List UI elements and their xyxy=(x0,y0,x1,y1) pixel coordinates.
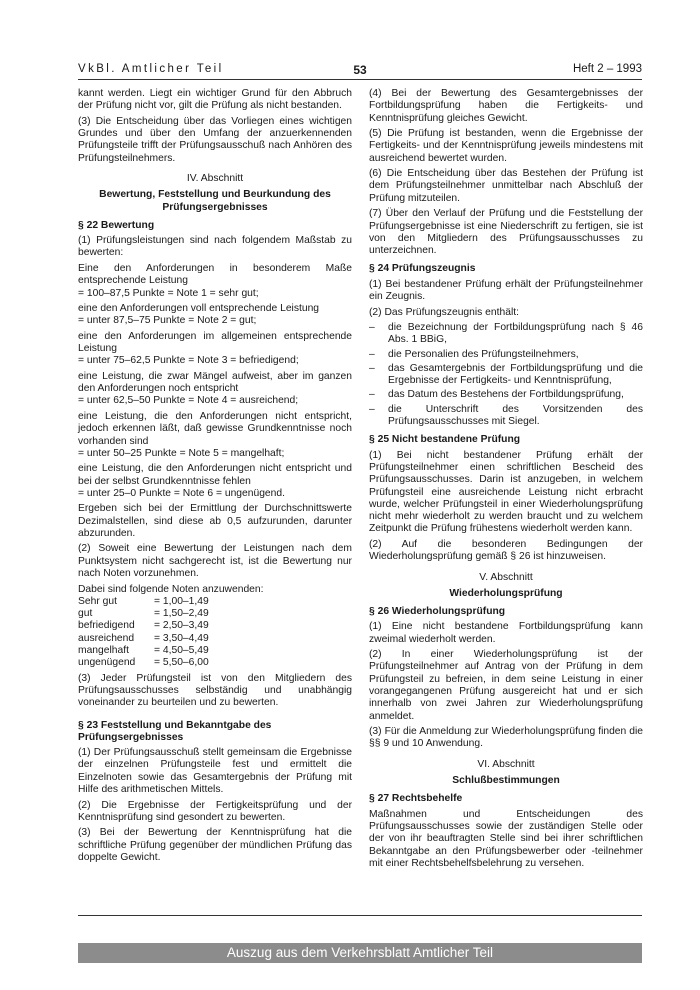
grade-name: gut xyxy=(78,608,93,620)
paragraph-heading: § 25 Nicht bestandene Prüfung xyxy=(369,434,521,446)
list-item: – das Datum des Bestehens der Fortbildungsprüfung, xyxy=(369,389,643,401)
grade-row xyxy=(78,608,352,620)
paragraph: (1) Bei bestandener Prüfung erhält der Prüfungsteilnehmer ein Zeugnis. xyxy=(369,278,643,303)
paragraph: (2) Das Prüfungszeugnis enthält: xyxy=(369,306,519,318)
grade-row xyxy=(78,620,352,632)
grade-row xyxy=(78,596,352,608)
paragraph: (1) Prüfungsleistungen sind nach folgendem Maßstab zu bewerten: xyxy=(78,235,352,259)
paragraph: (2) Die Ergebnisse der Fertigkeitsprüfung und der Kenntnisprüfung sind gesondert zu bewerten. xyxy=(78,799,352,823)
paragraph: eine Leistung, die den Anforderungen nicht entspricht und bei der selbst Grundkenntnisse fehlen xyxy=(78,463,352,487)
grade-formula: = unter 87,5–75 Punkte = Note 2 = gut; xyxy=(78,315,257,327)
paragraph-heading: § 26 Wiederholungsprüfung xyxy=(369,606,506,618)
grade-name: ausreichend xyxy=(78,632,135,644)
header-rule xyxy=(78,79,642,80)
paragraph: Ergeben sich bei der Ermittlung der Durchschnittswerte Dezimalstellen, sind diese ab 0,5 aufzurunden, darunter abzurunden. xyxy=(78,503,352,539)
section-title: Schlußbestimmungen xyxy=(452,775,560,787)
paragraph: (1) Bei nicht bestandener Prüfung erhält der Prüfungsteilnehmer einen schriftlichen Bescheid des Prüfungsausschusses. Darin ist anzugeben, in welchem Prüfungsteil eine ausreichende Leistung nicht erbracht wurde, welcher Prüfungsteil in einer Wiederholungsprüfung nicht mehr wiederholt zu werden braucht und zu welchem Zeitpunkt die Prüfung frühestens wiederholt werden kann. xyxy=(369,449,643,535)
grade-range: = 1,50–2,49 xyxy=(154,608,209,620)
list-item: – das Gesamtergebnis der Fortbildungsprüfung und die Ergebnisse der Fertigkeits- und Kenntnisprüfung, xyxy=(369,363,643,388)
section-title: Wiederholungsprüfung xyxy=(449,587,563,599)
grade-name: Sehr gut xyxy=(78,595,117,607)
journal-title: VkBl. Amtlicher Teil xyxy=(78,63,224,75)
grade-row xyxy=(78,645,352,657)
grade-range: = 2,50–3,49 xyxy=(154,620,209,632)
paragraph: (3) Jeder Prüfungsteil ist von den Mitgliedern des Prüfungsausschusses selbständig und unabhängig voneinander zu beurteilen und zu bewerten. xyxy=(78,672,352,709)
paragraph: (1) Eine nicht bestandene Fortbildungsprüfung kann zweimal wiederholt werden. xyxy=(369,621,643,645)
grade-formula: = unter 50–25 Punkte = Note 5 = mangelhaft; xyxy=(78,447,285,459)
paragraph-heading: § 22 Bewertung xyxy=(78,219,155,231)
paragraph: (1) Der Prüfungsausschuß stellt gemeinsam die Ergebnisse der einzelnen Prüfungsteile fest und ermittelt die Einzelnoten sowie das Gesamtergebnis der Prüfung mit Hilfe des arithmetischen Mittels. xyxy=(78,747,352,796)
footer-rule xyxy=(78,915,642,916)
grade-formula: = unter 25–0 Punkte = Note 6 = ungenügend. xyxy=(78,487,285,499)
paragraph: (3) Bei der Bewertung der Kenntnisprüfung hat die schriftliche Prüfung gegenüber der mündlichen Prüfung das doppelte Gewicht. xyxy=(78,827,352,863)
grade-range: = 5,50–6,00 xyxy=(154,657,209,669)
grade-row xyxy=(78,633,352,645)
footer-banner: Auszug aus dem Verkehrsblatt Amtlicher Teil xyxy=(78,943,642,963)
paragraph: Maßnahmen und Entscheidungen des Prüfungsausschusses sowie der zuständigen Stelle oder der von ihr beauftragten Stelle sind bei ihrer schriftlichen Bekanntgabe an den Prüfungsbewerber oder -teilnehmer mit einer Rechtsbehelfsbelehrung zu versehen. xyxy=(369,808,643,869)
grade-formula: = 100–87,5 Punkte = Note 1 = sehr gut; xyxy=(78,287,259,299)
grade-range: = 4,50–5,49 xyxy=(154,645,209,657)
paragraph: (4) Bei der Bewertung des Gesamtergebnisses der Fortbildungsprüfung haben die Fertigkeits- und Kenntnisprüfung gleiches Gewicht. xyxy=(369,88,643,124)
paragraph-heading: § 24 Prüfungszeugnis xyxy=(369,263,476,275)
list-item: – die Personalien des Prüfungsteilnehmers, xyxy=(369,349,643,361)
grade-formula: = unter 75–62,5 Punkte = Note 3 = befriedigend; xyxy=(78,355,299,367)
paragraph: (7) Über den Verlauf der Prüfung und die Feststellung der Prüfungsergebnisse ist eine Niederschrift zu fertigen, sie ist von den Mitgliedern des Prüfungsausschusses zu unterzeichnen. xyxy=(369,208,643,257)
section-title: Bewertung, Feststellung und Beurkundung des Prüfungsergebnisses xyxy=(99,189,331,213)
paragraph: (2) Auf die besonderen Bedingungen der Wiederholungsprüfung gemäß § 26 ist hinzuweisen. xyxy=(369,538,643,563)
paragraph: (3) Die Entscheidung über das Vorliegen eines wichtigen Grundes und über den Umfang der anzuerkennenden Prüfungsteile trifft der Prüfungsausschuß nach Anhören des Prüfungsteilnehmers. xyxy=(78,115,352,164)
paragraph: (5) Die Prüfung ist bestanden, wenn die Ergebnisse der Fertigkeits- und der Kenntnisprüfung jeweils mindestens mit ausreichend bewertet wurden. xyxy=(369,128,643,164)
grade-table xyxy=(78,596,352,670)
paragraph: (2) Soweit eine Bewertung der Leistungen nach dem Punktsystem nicht sachgerecht ist, ist die Bewertung nur nach Noten vorzunehmen. xyxy=(78,543,352,580)
paragraph: (6) Die Entscheidung über das Bestehen der Prüfung ist dem Prüfungsteilnehmer unmittelbar nach Abschluß der Prüfung mitzuteilen. xyxy=(369,168,643,204)
list-item: – die Unterschrift des Vorsitzenden des Prüfungsausschusses mit Siegel. xyxy=(369,404,643,429)
paragraph: (3) Für die Anmeldung zur Wiederholungsprüfung finden die §§ 9 und 10 Anwendung. xyxy=(369,726,643,750)
grade-row xyxy=(78,657,352,669)
right-column xyxy=(369,88,643,873)
issue-label: Heft 2 – 1993 xyxy=(572,63,642,75)
paragraph-heading: § 23 Feststellung und Bekanntgabe des Prüfungsergebnisses xyxy=(78,719,272,743)
paragraph: eine den Anforderungen im allgemeinen entsprechende Leistung xyxy=(78,330,352,355)
paragraph: eine Leistung, die zwar Mängel aufweist, aber im ganzen den Anforderungen noch entspricht xyxy=(78,370,352,395)
paragraph: Eine den Anforderungen in besonderem Maße entsprechende Leistung xyxy=(78,262,352,287)
page-number: 53 xyxy=(353,63,367,77)
paragraph: eine den Anforderungen voll entsprechende Leistung xyxy=(78,303,320,315)
paragraph: Dabei sind folgende Noten anzuwenden: xyxy=(78,583,264,595)
grade-name: mangelhaft xyxy=(78,645,129,657)
left-column xyxy=(78,88,352,867)
grade-name: ungenügend xyxy=(78,657,136,669)
certificate-contents-list xyxy=(369,322,643,428)
paragraph: (2) In einer Wiederholungsprüfung ist der Prüfungsteilnehmer auf Antrag von der Prüfung in dem Prüfungsteil zu befreien, in dem seine Leistung in einer vorangegangenen Prüfung ausgereicht hat und er sich innerhalb von zwei Jahren zur Wiederholungsprüfung anmeldet. xyxy=(369,649,643,722)
section-number: VI. Abschnitt xyxy=(477,758,535,770)
grade-range: = 3,50–4,49 xyxy=(154,632,209,644)
section-number: IV. Abschnitt xyxy=(186,172,244,184)
grade-range: = 1,00–1,49 xyxy=(154,595,209,607)
grade-name: befriedigend xyxy=(78,620,135,632)
grade-formula: = unter 62,5–50 Punkte = Note 4 = ausreichend; xyxy=(78,395,299,407)
list-item: – die Bezeichnung der Fortbildungsprüfung nach § 46 Abs. 1 BBiG, xyxy=(369,322,643,347)
paragraph: eine Leistung, die den Anforderungen nicht entspricht, jedoch erkennen läßt, daß gewisse Grundkenntnisse noch vorhanden sind xyxy=(78,410,352,447)
page-header xyxy=(78,63,642,79)
section-number: V. Abschnitt xyxy=(479,571,533,583)
paragraph: kannt werden. Liegt ein wichtiger Grund für den Abbruch der Prüfung nicht vor, gilt die Prüfung als nicht bestanden. xyxy=(78,88,352,112)
paragraph-heading: § 27 Rechtsbehelfe xyxy=(369,793,463,805)
